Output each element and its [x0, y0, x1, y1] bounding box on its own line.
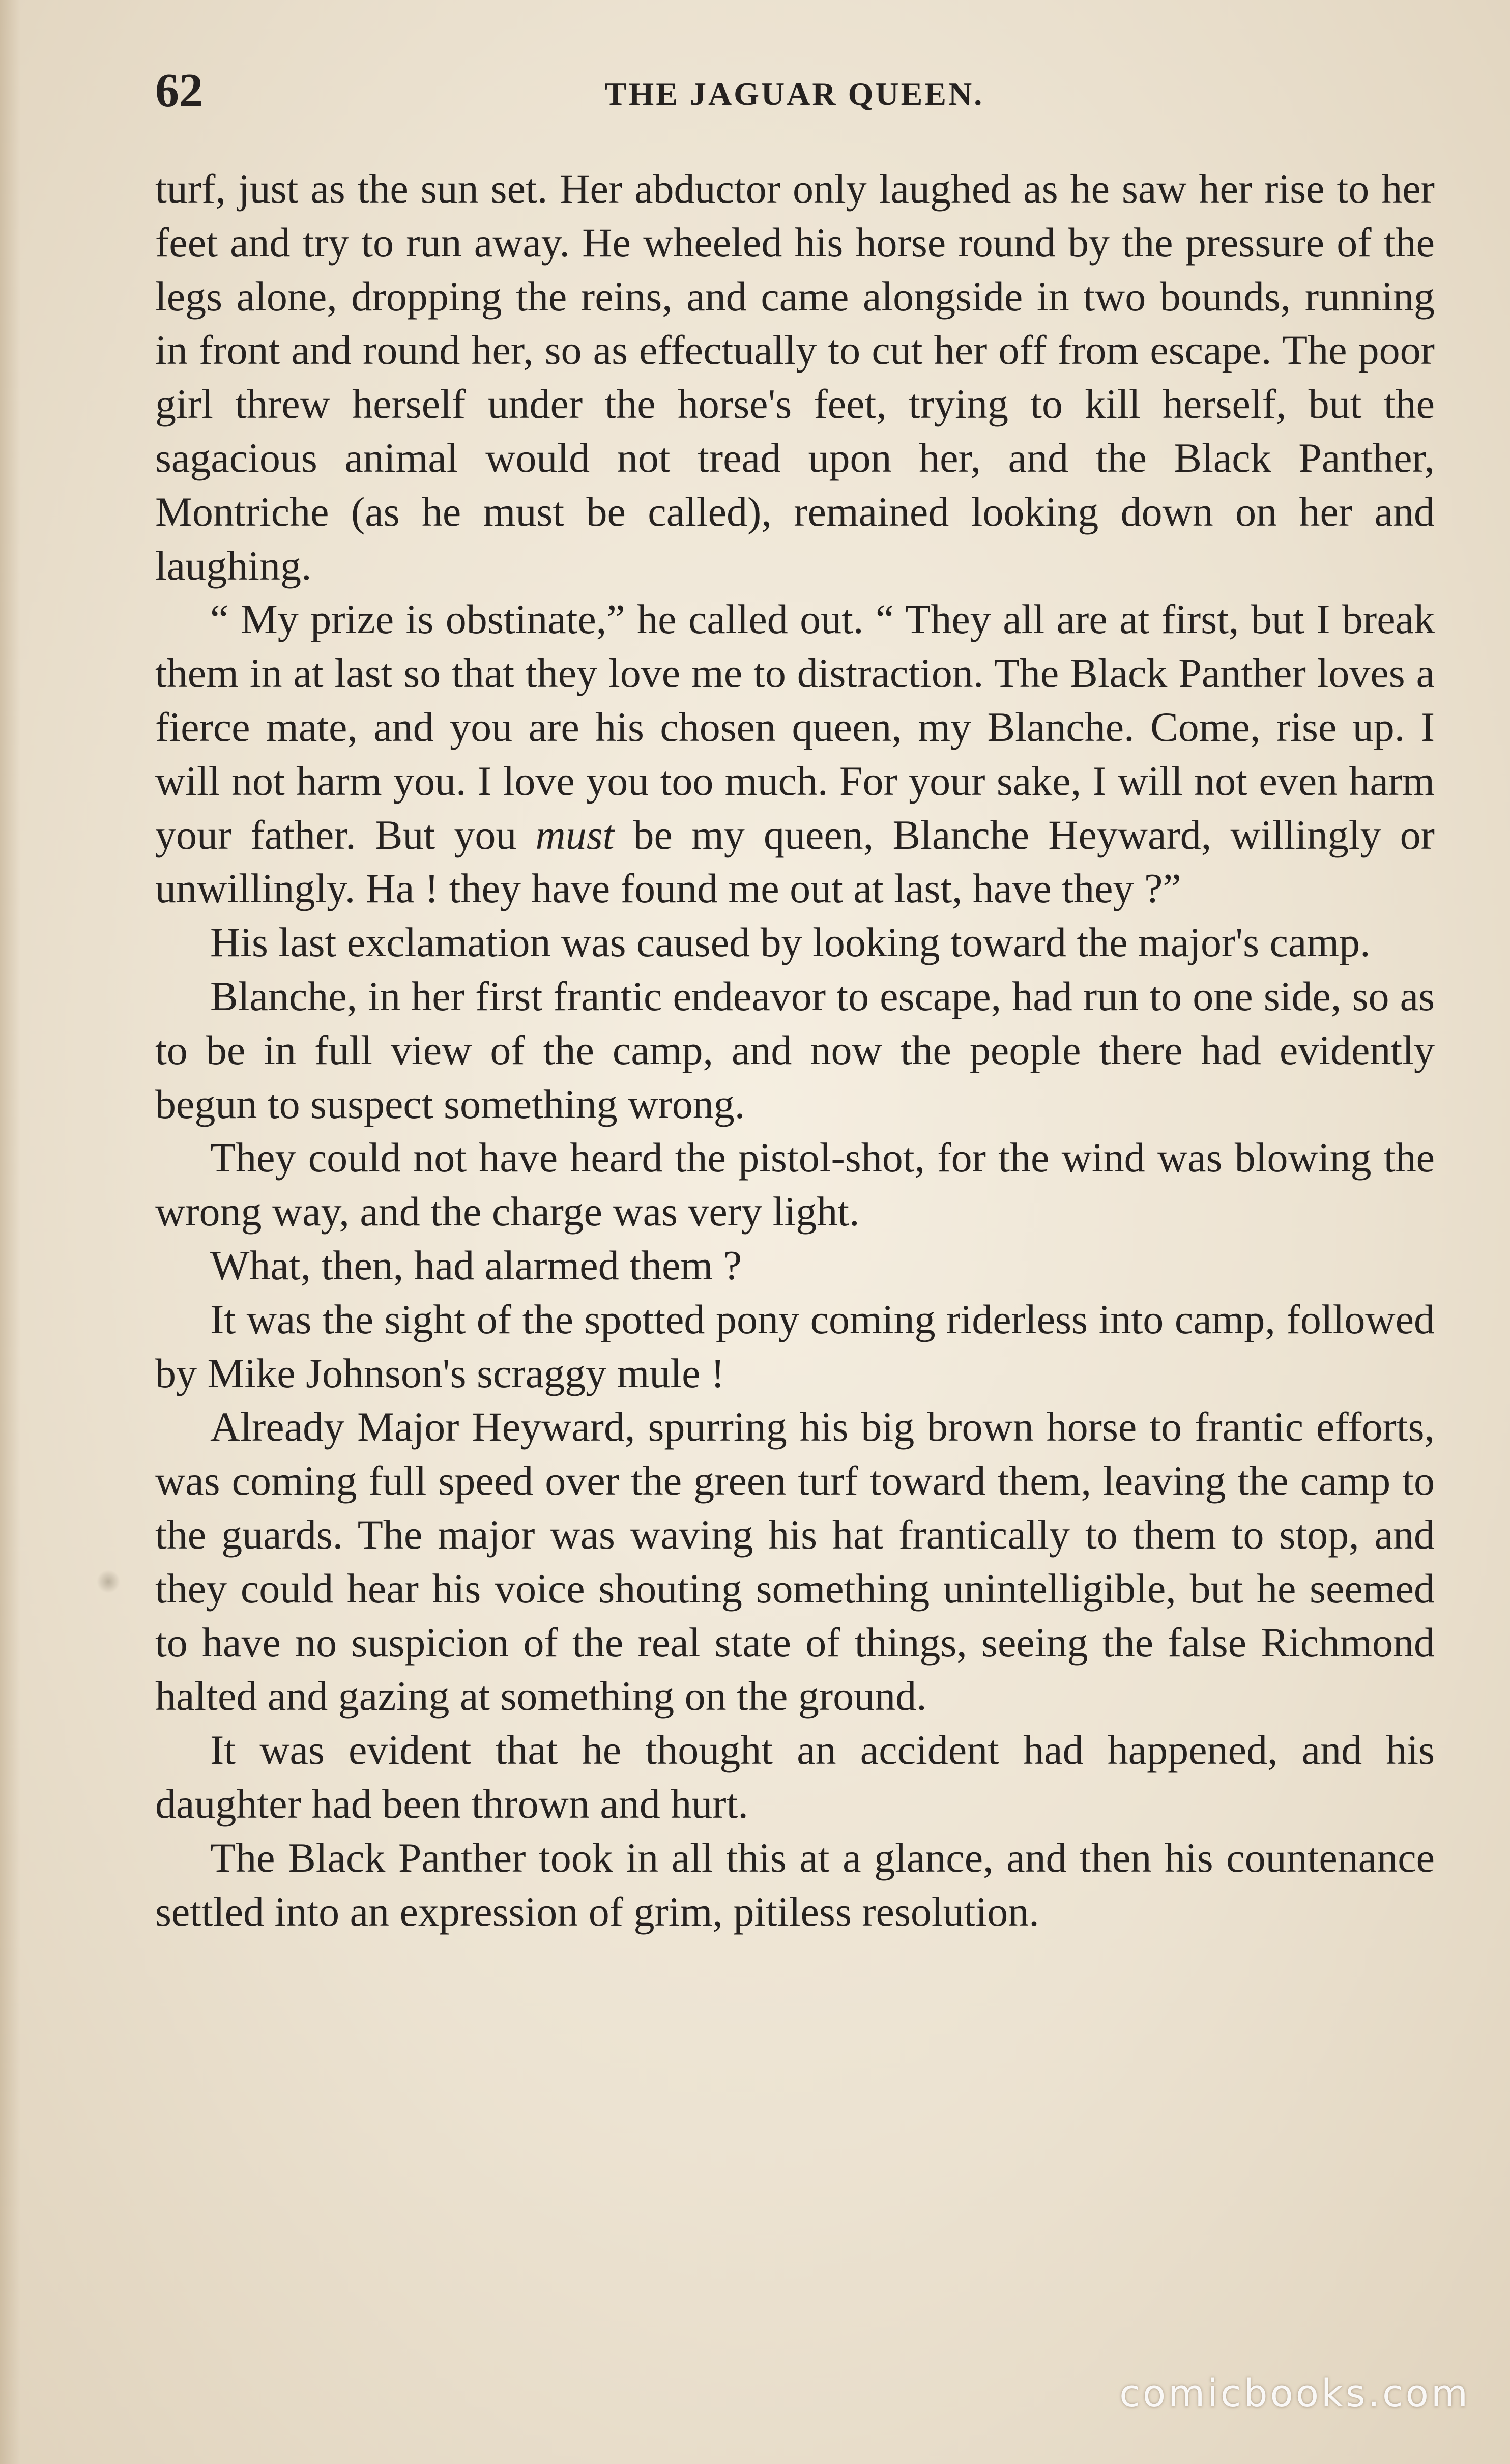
page-edge-shadow: [0, 0, 20, 2464]
body-text: [155, 162, 1435, 1938]
paragraph: They could not have heard the pistol-shot, for the wind was blowing the wrong way, and the charge was very light.: [155, 1134, 1435, 1235]
page-number: 62: [155, 64, 203, 117]
paragraph-text: “ My prize is obstinate,” he called out. “ They all are at first, but I break them in at last so that they love me to distraction. The Black Panther loves a fierce mate, and you are his chosen queen, my Blanche. Come, rise up. I will not harm you. I love you too much. For your sake, I will not even harm your father. But you: [155, 596, 1435, 858]
paragraph: Already Major Heyward, spurring his big brown horse to frantic efforts, was coming full speed over the green turf toward them, leaving the camp to the guards. The major was waving his hat frantically to them to stop, and they could hear his voice shouting something unintelligible, but he seemed to have no suspicion of the real state of things, seeing the false Richmond halted and gazing at something on the ground.: [155, 1403, 1435, 1720]
page-header: [155, 60, 1434, 121]
paragraph: What, then, had alarmed them ?: [210, 1242, 742, 1288]
paragraph: It was evident that he thought an accident had happened, and his daughter had been thrown and hurt.: [155, 1727, 1435, 1827]
paragraph-dialogue: [155, 592, 1435, 915]
site-watermark: comicbooks.com: [1119, 2372, 1470, 2416]
paragraph: It was the sight of the spotted pony coming riderless into camp, followed by Mike Johnson's scraggy mule !: [155, 1296, 1435, 1396]
paragraph: turf, just as the sun set. Her abductor only laughed as he saw her rise to her feet and try to run away. He wheeled his horse round by the pressure of the legs alone, dropping the reins, and came alongside in two bounds, running in front and round her, so as effectually to cut her off from escape. The poor girl threw herself under the horse's feet, trying to kill herself, but the sagacious animal would not tread upon her, and the Black Panther, Montriche (as he must be called), remained looking down on her and laughing.: [155, 165, 1435, 589]
paragraph: The Black Panther took in all this at a glance, and then his countenance settled into an expression of grim, pitiless resolution.: [155, 1834, 1435, 1935]
emphasis-text: must: [535, 811, 615, 858]
paper-stain: [97, 1570, 120, 1593]
paragraph-text: be my queen, Blanche Heyward, willingly or unwillingly. Ha ! they have found me out at last, have they ?”: [155, 811, 1435, 912]
paragraph: His last exclamation was caused by looking toward the major's camp.: [210, 919, 1371, 966]
running-head: THE JAGUAR QUEEN.: [604, 76, 984, 112]
paragraph: Blanche, in her first frantic endeavor to escape, had run to one side, so as to be in full view of the camp, and now the people there had evidently begun to suspect something wrong.: [155, 972, 1435, 1127]
